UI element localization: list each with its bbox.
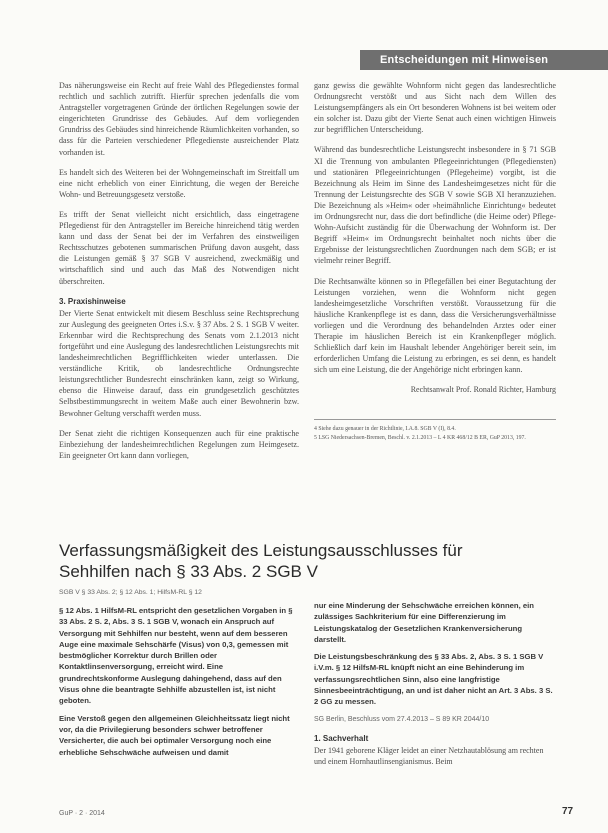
footnote: 4 Siehe dazu genauer in der Richtlinie, I.A.8. SGB V (I), 8.4. bbox=[314, 426, 456, 433]
article-title: Verfassungsmäßigkeit des Leistungsausschlusses für Sehhilfen nach § 33 Abs. 2 SGB V bbox=[59, 541, 463, 581]
paragraph: ganz gewiss die gewählte Wohnform nicht gegen das landesrechtliche Ordnungsrecht verstößt und aus Sicht nach dem Willen des Leistungsempfängers als ein Ort besonderen Wohnens ist bei weitem oder ein solcher ist. Dazu gibt der Vierte Senat auch einen wichtigen Hinweis zur begrifflichen Unterscheidung. bbox=[314, 81, 556, 135]
journal-footer: GuP · 2 · 2014 bbox=[59, 810, 105, 817]
author-signature: Rechtsanwalt Prof. Ronald Richter, Hamburg bbox=[410, 385, 556, 395]
paragraph: Es trifft der Senat vielleicht nicht ersichtlich, dass eingetragene Pflegedienst für den Antragsteller im Bereiche hinreichend tätig werden kann und dass der Senat bei der im Verfahren des einstweiligen Rechtsschutzes gebotenen summarischen Prüfung davon ausgeht, dass die Leistungen gemäß § 37 SGB V ausreichend, zweckmäßig und wirtschaftlich sind und auch das Maß des Notwendigen nicht überschreiten. bbox=[59, 209, 299, 286]
paragraph: Der Senat zieht die richtigen Konsequenzen auch für eine praktische Einbeziehung der landesheimrechtlichen Regelungen zum Heimgesetz. Ein geeigneter Ort kann dann vorliegen, bbox=[59, 428, 299, 460]
commentary-left-column bbox=[59, 80, 299, 470]
footnotes bbox=[314, 419, 556, 442]
headnotes-left-column bbox=[59, 605, 299, 764]
headnote: Die Leistungsbeschränkung des § 33 Abs. 2, Abs. 3 S. 1 SGB V i.V.m. § 12 HilfsM-RL knüpft nicht an eine Behinderung im verfassungsrechtlichen Sinn, also eine langfristige Sinnesbeeinträchtigung, an und ist daher nicht an Art. 3 Abs. 3 S. 2 GG zu messen. bbox=[314, 652, 553, 707]
court-citation: SG Berlin, Beschluss vom 27.4.2013 – S 89 KR 2044/10 bbox=[314, 715, 490, 723]
paragraph: Die Rechtsanwälte können so in Pflegefällen bei einer Begutachtung der Leistungen vorziehen, wenn die Wohnform nicht gegen landesheimgesetzliche Vorschriften verstößt. Voraussetzung für die häusliche Krankenpflege ist es dann, dass die Versicherungsverhältnisse vorliegen und die Verordnung des behandelnden Arztes oder einer Therapie im häuslichen Bereich ist ein Krankenpfleger möglich. Schließlich darf kein im Haushalt lebender Angehöriger bereit sein, im erforderlichen Umfang die Leistung zu erbringen, es sei denn, es handelt sich um eine Leistung, die der Angehörige nicht erbringen kann. bbox=[314, 276, 556, 375]
section-heading: 3. Praxishinweise bbox=[59, 296, 126, 306]
section-tag: Entscheidungen mit Hinweisen bbox=[360, 50, 608, 70]
section-heading: 1. Sachverhalt bbox=[314, 733, 369, 743]
page-number: 77 bbox=[562, 806, 574, 817]
paragraph: Es handelt sich des Weiteren bei der Wohngemeinschaft im Streitfall um eine nicht erheblich von einer Einrichtung, die wegen der Bereiche Wohn- und Betreuungsgesetz verstoße. bbox=[59, 167, 299, 199]
paragraph: Das näherungsweise ein Recht auf freie Wahl des Pflegedienstes formal rechtlich und sachlich zutrifft. Hierfür sprechen jedenfalls die vom Antragsteller vorgetragenen Gründe der örtlichen Regelungen sowie der eingerichteten Grundrisse des Gebäudes. Auf dem vorliegenden Grundriss des Gebäudes sind hinreichende Räumlichkeiten vorhanden, so dass für die Parteien verschiedener Pflegedienste ausreichender Platz vorhanden ist. bbox=[59, 81, 299, 157]
paragraph: Der 1941 geborene Kläger leidet an einer Netzhautablösung am rechten und einem Hornhautlinsengianismus. Beim bbox=[314, 745, 544, 766]
paragraph: Während das bundesrechtliche Leistungsrecht insbesondere in § 71 SGB XI die Trennung von ambulanten Pflegeeinrichtungen (Pflegediensten) und stationären Pflegeeinrichtungen (Pflegeheime) vorgibt, ist die Bezeichnung als Heim im Sinne des Landesheimgesetzes nicht für die Trennung der Leistungsrechte des SGB V sowie SGB XI heranzuziehen. Die Bezeichnung als »Heim« oder »heimähnliche Einrichtung« bedeutet im Ordnungsrecht nur, dass die dort befindliche (die Heime oder) Pflege-Wohn-Aufsicht zuständig für die Überwachung der Wohnform ist. Der Begriff »Heim« im Ordnungsrecht beinhaltet noch nichts über die Ergebnisse der leistungsrechtlichen Zuordnungen nach dem SGB; er ist vielmehr reiner Begriff. bbox=[314, 145, 556, 266]
headnote: § 12 Abs. 1 HilfsM-RL entspricht den gesetzlichen Vorgaben in § 33 Abs. 2 S. 2, Abs. 3 S. 1 SGB V, wonach ein Anspruch auf Versorgung mit Sehhilfen nur besteht, wenn auf dem besseren Auge eine maximale Sehschärfe (Visus) von 0,3, gemessen mit bestmöglicher Korrektur durch Brillen oder Kontaktlinsenversorgung, erreicht wird. Eine grundrechtskonforme Auslegung dahingehend, dass auf den Visus ohne die beantragte Sehhilfe abzustellen ist, ist nicht geboten. bbox=[59, 606, 293, 706]
headnote: nur eine Minderung der Sehschwäche erreichen können, ein zulässiges Sachkriterium für eine Differenzierung im Leistungskatalog der Gesetzlichen Krankenversicherung darstellt. bbox=[314, 601, 535, 644]
footnote: 5 LSG Niedersachsen-Bremen, Beschl. v. 2.1.2013 – L 4 KR 468/12 B ER, GuP 2013, 197. bbox=[314, 435, 526, 442]
statute-references: SGB V § 33 Abs. 2; § 12 Abs. 1; HilfsM-RL § 12 bbox=[59, 589, 202, 596]
headnotes-right-column bbox=[314, 600, 556, 767]
headnote: Eine Verstoß gegen den allgemeinen Gleichheitssatz liegt nicht vor, da die Privilegierung besonders schwer betroffener Versicherter, die auch bei optimaler Versorgung noch eine erhebliche Sehschwäche aufweisen und damit bbox=[59, 713, 290, 757]
paragraph: Der Vierte Senat entwickelt mit diesem Beschluss seine Rechtsprechung zur Auslegung des geeigneten Ortes i.S.v. § 37 Abs. 2 S. 1 SGB V weiter. Erkennbar wird die Rechtsprechung des Senats vom 2.1.2013 nicht fortgeführt und eine Auslegung des landesrechtlichen Leistungsrechts mit landesheimrechtlichen Begrifflichkeiten wieder unterlassen. Die verständliche Kritik, ob landesrechtliche Ordnungsrechte leistungsrechtlicher Bundesrecht einschränken kann, zeigt so Wirkung, ebenso die Hinweise darauf, dass ein grundgesetzlich geschütztes Selbstbestimmungsrecht in weitem Maße auch einer Bewohnerin bzw. Bewohner Geltung verschafft werden muss. bbox=[59, 308, 299, 418]
commentary-right-column bbox=[314, 80, 556, 443]
